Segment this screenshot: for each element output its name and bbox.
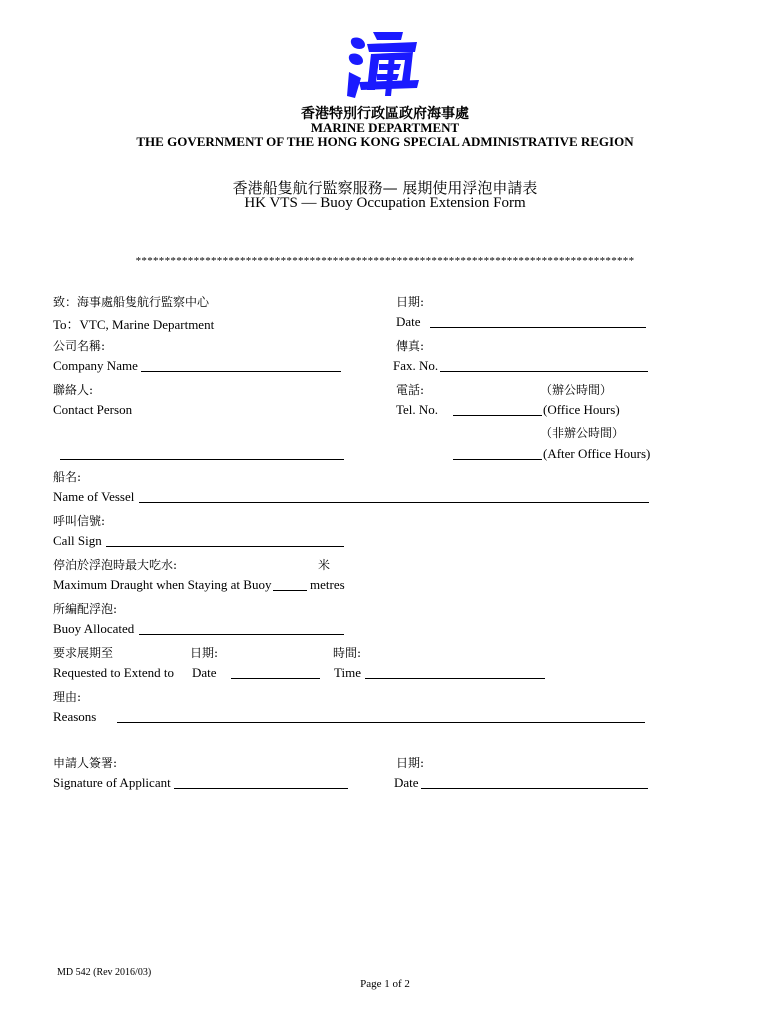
reasons-field[interactable] [117, 722, 645, 723]
callsign-field[interactable] [106, 546, 344, 547]
fax-number-field[interactable] [440, 371, 648, 372]
callsign-label-en: Call Sign [53, 533, 102, 548]
draught-field[interactable] [273, 590, 307, 591]
signature-date-label-zh: 日期: [396, 756, 425, 770]
after-hours-label-en: (After Office Hours) [543, 446, 651, 461]
contact-person-field[interactable] [60, 459, 344, 460]
date-label-zh: 日期: [396, 295, 425, 309]
buoy-label-en: Buoy Allocated [53, 621, 135, 636]
to-label-zh: 致：海事處船隻航行監察中心 [53, 295, 210, 309]
page-number: Page 1 of 2 [360, 978, 410, 990]
signature-label-en: Signature of Applicant [53, 775, 171, 790]
form-title-zh: 香港船隻航行監察服務— 展期使用浮泡申請表 [232, 179, 538, 197]
date-field[interactable] [430, 327, 646, 328]
buoy-label-zh: 所編配浮泡: [53, 602, 118, 616]
separator-stars: ************************************************************************************** [135, 255, 635, 267]
after-hours-label-zh: （非辦公時間） [540, 426, 625, 440]
draught-unit-en: metres [310, 577, 345, 592]
company-label-en: Company Name [53, 358, 138, 373]
form-title-en: HK VTS — Buoy Occupation Extension Form [244, 195, 526, 211]
draught-label-en: Maximum Draught when Staying at Buoy [53, 577, 272, 592]
tel-label-en: Tel. No. [396, 402, 439, 417]
vessel-label-zh: 船名: [53, 470, 82, 484]
draught-label-zh: 停泊於浮泡時最大吃水: [53, 558, 178, 572]
reasons-label-en: Reasons [53, 709, 97, 724]
extend-date-label-zh: 日期: [190, 646, 219, 660]
callsign-label-zh: 呼叫信號: [53, 514, 106, 528]
extend-date-field[interactable] [231, 678, 320, 679]
company-label-zh: 公司名稱: [53, 339, 106, 353]
tel-office-hours-field[interactable] [453, 415, 542, 416]
department-name-en: MARINE DEPARTMENT [310, 120, 460, 135]
buoy-allocated-field[interactable] [139, 634, 344, 635]
company-name-field[interactable] [141, 371, 341, 372]
contact-label-en: Contact Person [53, 402, 133, 417]
extend-time-label-zh: 時間: [333, 646, 362, 660]
fax-label-en: Fax. No. [393, 358, 439, 373]
signature-date-field[interactable] [421, 788, 648, 789]
extend-label-en: Requested to Extend to [53, 665, 174, 680]
fax-label-zh: 傳真: [396, 339, 425, 353]
signature-field[interactable] [174, 788, 348, 789]
vessel-name-field[interactable] [139, 502, 649, 503]
department-name-zh: 香港特別行政區政府海事處 [301, 106, 469, 122]
extend-label-zh: 要求展期至 [53, 646, 114, 660]
vessel-label-en: Name of Vessel [53, 489, 135, 504]
reasons-label-zh: 理由: [53, 690, 82, 704]
extend-date-label-en: Date [192, 665, 217, 680]
marine-department-logo [343, 30, 423, 102]
contact-label-zh: 聯絡人: [53, 383, 94, 397]
signature-label-zh: 申請人簽署: [53, 756, 118, 770]
extend-time-label-en: Time [334, 665, 361, 680]
tel-label-zh: 電話: [396, 383, 425, 397]
office-hours-label-zh: （辦公時間） [540, 383, 613, 397]
date-label-en: Date [396, 314, 421, 329]
signature-date-label-en: Date [394, 775, 419, 790]
tel-after-hours-field[interactable] [453, 459, 542, 460]
form-number: MD 542 (Rev 2016/03) [57, 967, 152, 978]
office-hours-label-en: (Office Hours) [543, 402, 620, 417]
to-label-en: To：VTC, Marine Department [53, 317, 215, 332]
extend-time-field[interactable] [365, 678, 545, 679]
draught-unit-zh: 米 [318, 558, 331, 572]
government-name-en: THE GOVERNMENT OF THE HONG KONG SPECIAL ADMINISTRATIVE REGION [136, 134, 634, 149]
